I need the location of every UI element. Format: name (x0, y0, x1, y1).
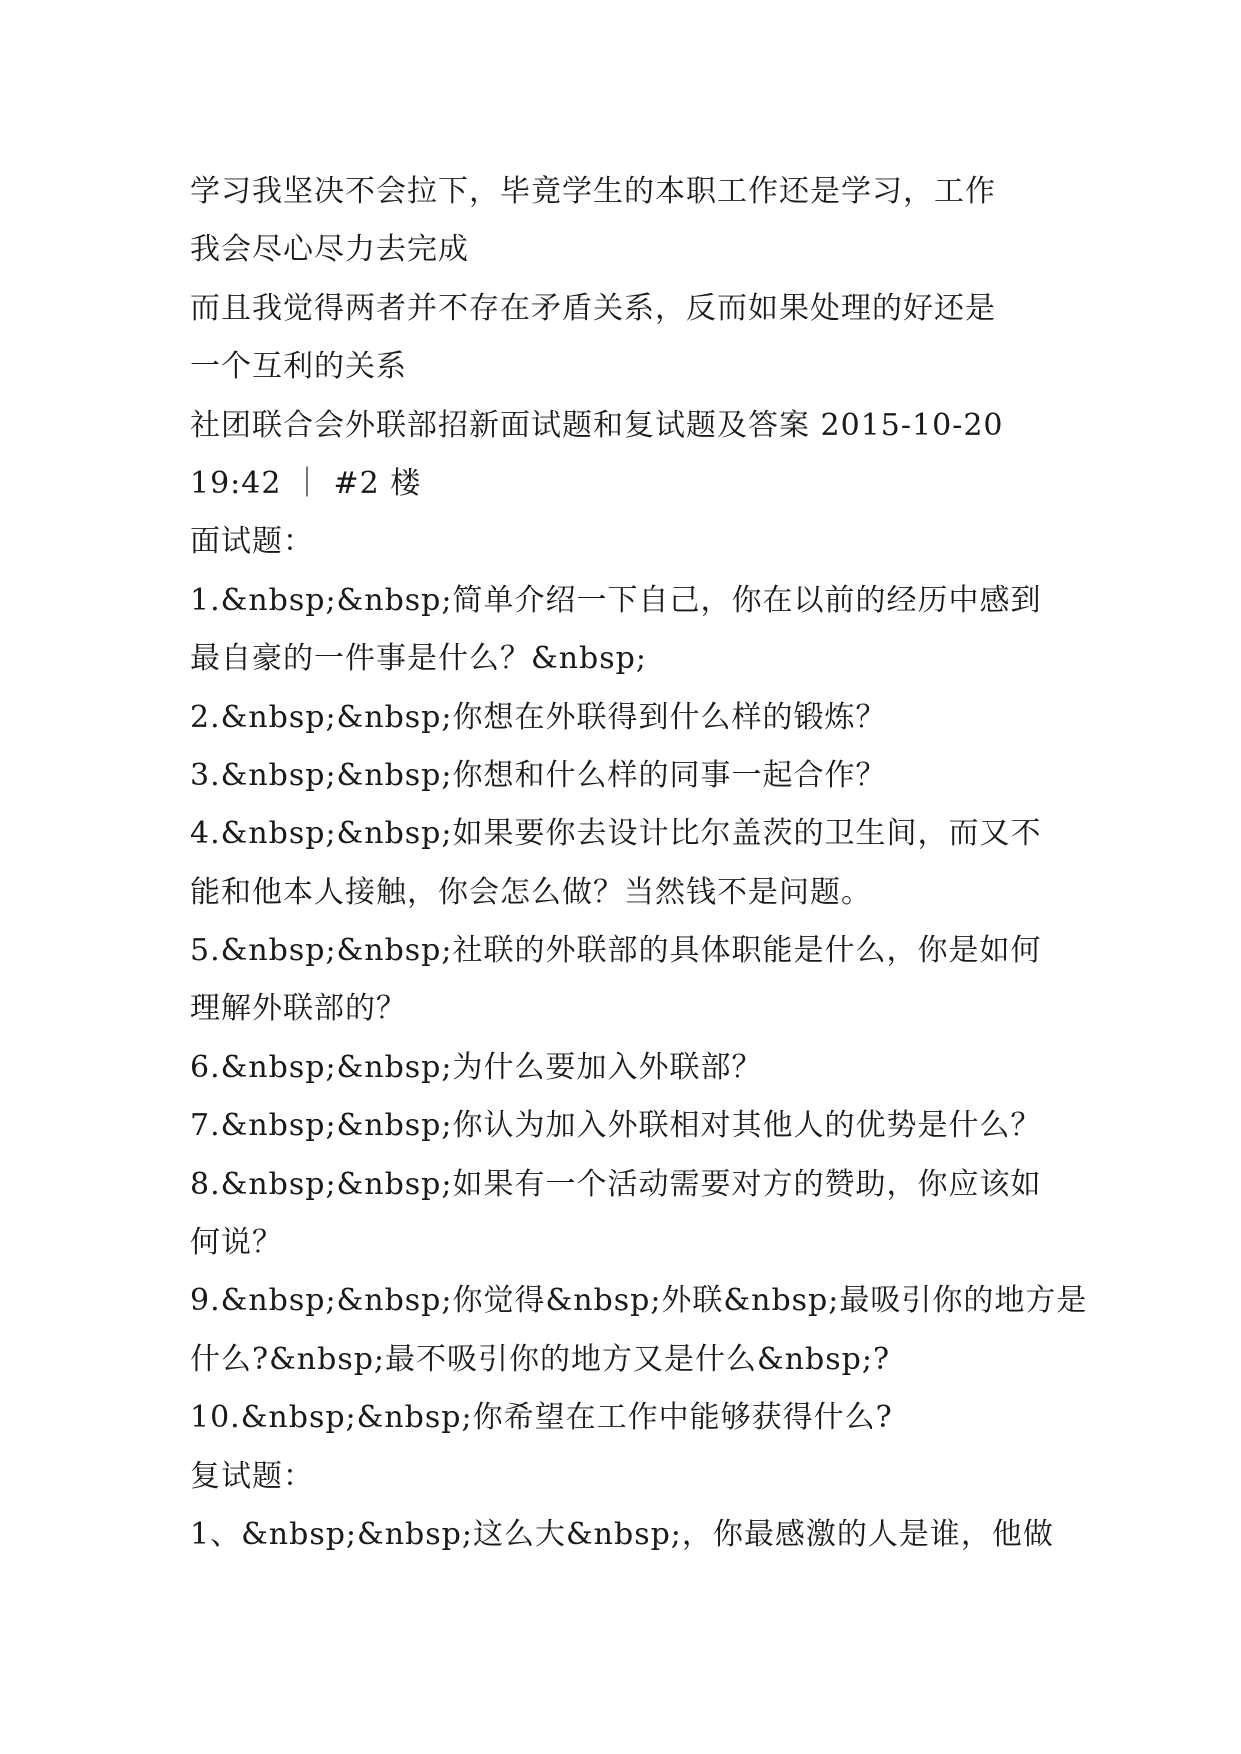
text-line: 学习我坚决不会拉下，毕竟学生的本职工作还是学习，工作 (190, 174, 996, 209)
question-line: 最自豪的一件事是什么？&nbsp; (190, 641, 647, 677)
question-line: 1、&nbsp;&nbsp;这么大&nbsp;，你最感激的人是谁，他做 (190, 1516, 1054, 1552)
question-line: 1.&nbsp;&nbsp;简单介绍一下自己，你在以前的经历中感到 (190, 582, 1042, 618)
question-line: 5.&nbsp;&nbsp;社联的外联部的具体职能是什么，你是如何 (190, 933, 1042, 969)
document-body (190, 163, 1088, 1564)
post-title-line: 社团联合会外联部招新面试题和复试题及答案 2015-10-20 (190, 407, 1004, 443)
question-line: 2.&nbsp;&nbsp;你想在外联得到什么样的锻炼？ (190, 699, 887, 735)
question-line: 什么?&nbsp;最不吸引你的地方又是什么&nbsp;? (190, 1341, 891, 1377)
question-line: 8.&nbsp;&nbsp;如果有一个活动需要对方的赞助，你应该如 (190, 1166, 1042, 1202)
question-line: 3.&nbsp;&nbsp;你想和什么样的同事一起合作？ (190, 757, 887, 793)
question-line: 理解外联部的？ (190, 991, 407, 1027)
question-line: 4.&nbsp;&nbsp;如果要你去设计比尔盖茨的卫生间，而又不 (190, 816, 1042, 852)
text-line: 我会尽心尽力去完成 (190, 232, 469, 268)
section-heading-second-round: 复试题： (190, 1458, 314, 1494)
post-meta-line: 19:42 ｜ #2 楼 (190, 465, 422, 501)
question-line: 7.&nbsp;&nbsp;你认为加入外联相对其他人的优势是什么？ (190, 1108, 1042, 1144)
text-line: 而且我觉得两者并不存在矛盾关系，反而如果处理的好还是 (190, 290, 996, 326)
section-heading-interview: 面试题： (190, 524, 314, 560)
question-line: 能和他本人接触，你会怎么做？当然钱不是问题。 (190, 874, 872, 910)
question-line: 6.&nbsp;&nbsp;为什么要加入外联部？ (190, 1049, 763, 1085)
question-line: 何说？ (190, 1225, 283, 1261)
text-line: 一个互利的关系 (190, 349, 407, 385)
question-line: 9.&nbsp;&nbsp;你觉得&nbsp;外联&nbsp;最吸引你的地方是 (190, 1283, 1088, 1319)
question-line: 10.&nbsp;&nbsp;你希望在工作中能够获得什么? (190, 1400, 893, 1436)
